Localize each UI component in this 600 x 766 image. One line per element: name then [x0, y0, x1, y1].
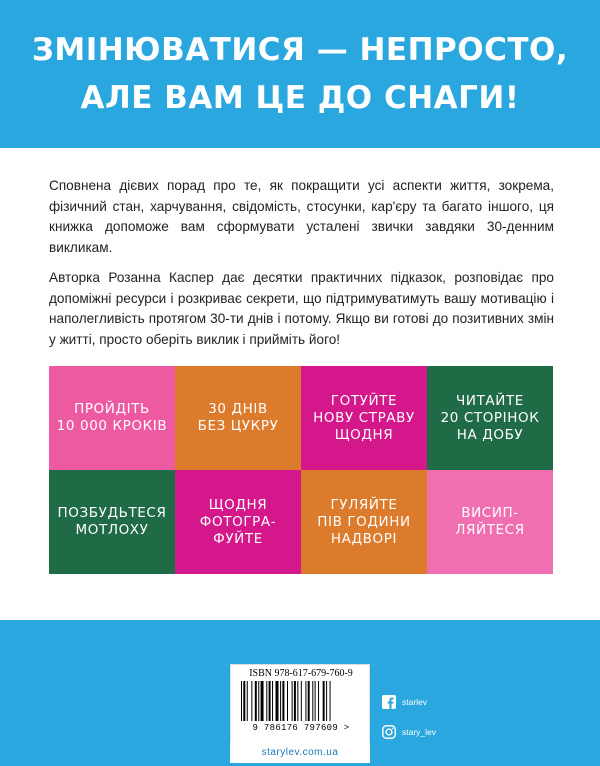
facebook-link[interactable]	[382, 695, 427, 709]
headline-line-1: ЗМІНЮВАТИСЯ — НЕПРОСТО,	[31, 32, 569, 68]
challenge-tile: ЧИТАЙТЕ 20 СТОРІНОК НА ДОБУ	[427, 366, 553, 470]
barcode-bars	[239, 681, 363, 721]
facebook-handle: starlev	[402, 697, 428, 707]
challenge-tile: ВИСИП- ЛЯЙТЕСЯ	[427, 470, 553, 574]
headline	[0, 26, 600, 122]
challenge-tile: ГУЛЯЙТЕ ПІВ ГОДИНИ НАДВОРІ	[301, 470, 427, 574]
challenge-tile: ГОТУЙТЕ НОВУ СТРАВУ ЩОДНЯ	[301, 366, 427, 470]
challenge-tile: ПОЗБУДЬТЕСЯ МОТЛОХУ	[49, 470, 175, 574]
barcode	[230, 664, 370, 744]
challenge-tile: ПРОЙДІТЬ 10 000 КРОКІВ	[49, 366, 175, 470]
instagram-handle: stary_lev	[402, 727, 437, 737]
challenge-tile: ЩОДНЯ ФОТОГРА- ФУЙТЕ	[175, 470, 301, 574]
facebook-icon	[382, 695, 396, 709]
isbn-label: ISBN 978-617-679-760-9	[249, 668, 353, 679]
instagram-icon	[382, 725, 396, 739]
challenge-tile: 30 ДНІВ БЕЗ ЦУКРУ	[175, 366, 301, 470]
description-paragraph-2: Авторка Розанна Каспер дає десятки практичних підказок, розповідає про допоміжні ресурси і розкриває секрети, що підтримуватимуть вашу мотивацію і наполегливість протягом 30-ти днів і потому. Якщо ви готові до позитивних змін у житті, просто оберіть виклик і прийміть його!	[49, 270, 554, 347]
website-link[interactable]: starylev.com.ua	[230, 743, 370, 763]
challenge-grid	[49, 366, 553, 574]
barcode-digits: 9 786176 797609 >	[252, 723, 350, 733]
headline-line-2: АЛЕ ВАМ ЦЕ ДО СНАГИ!	[80, 80, 520, 116]
description	[49, 176, 554, 360]
description-paragraph-1: Сповнена дієвих порад про те, як покращити усі аспекти життя, зокрема, фізичний стан, харчування, свідомість, стосунки, кар'єру та багато іншого, ця книжка допоможе вам сформувати усталені звички завдяки 30-денним викликам.	[49, 178, 554, 255]
instagram-link[interactable]	[382, 725, 436, 739]
